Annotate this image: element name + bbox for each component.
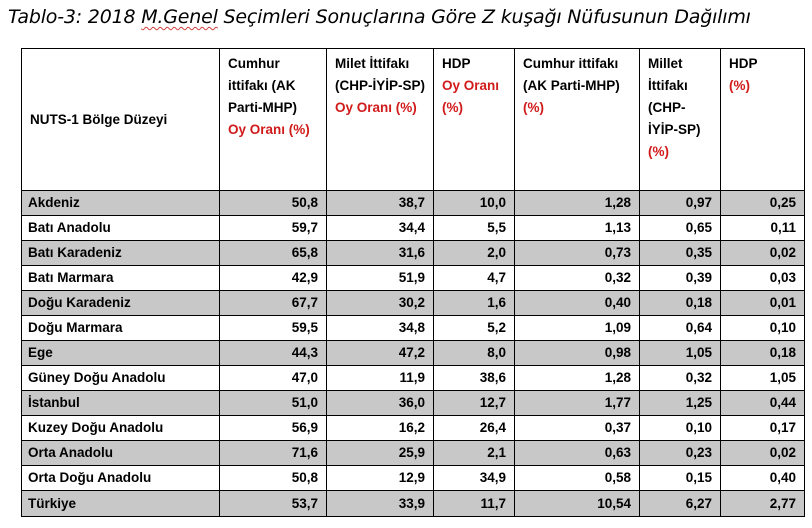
- header-hdp-share-unit: (%): [729, 78, 750, 93]
- region-cell: Akdeniz: [22, 191, 220, 216]
- value-cell: 0,18: [640, 291, 721, 316]
- value-cell: 38,6: [434, 366, 515, 391]
- value-cell: 50,8: [220, 191, 327, 216]
- value-cell: 34,4: [327, 216, 434, 241]
- value-cell: 2,0: [434, 241, 515, 266]
- value-cell: 34,9: [434, 466, 515, 491]
- value-cell: 1,25: [640, 391, 721, 416]
- value-cell: 44,3: [220, 341, 327, 366]
- header-cumhur-vote-label: Cumhur ittifakı (AK Parti-MHP): [228, 56, 298, 115]
- value-cell: 16,2: [327, 416, 434, 441]
- value-cell: 47,0: [220, 366, 327, 391]
- value-cell: 0,35: [640, 241, 721, 266]
- value-cell: 47,2: [327, 341, 434, 366]
- title-underlined-word: M.Genel: [141, 6, 218, 28]
- table-row: [22, 466, 805, 491]
- value-cell: 10,54: [515, 491, 640, 517]
- value-cell: 38,7: [327, 191, 434, 216]
- table-row: [22, 491, 805, 517]
- header-millet-share-label: Millet İttifakı (CHP-İYİP-SP): [648, 56, 701, 137]
- value-cell: 65,8: [220, 241, 327, 266]
- region-cell: Batı Marmara: [22, 266, 220, 291]
- value-cell: 1,6: [434, 291, 515, 316]
- value-cell: 0,63: [515, 441, 640, 466]
- value-cell: 0,97: [640, 191, 721, 216]
- value-cell: 6,27: [640, 491, 721, 517]
- value-cell: 1,05: [721, 366, 805, 391]
- value-cell: 1,09: [515, 316, 640, 341]
- value-cell: 0,32: [515, 266, 640, 291]
- header-cumhur-share-label: Cumhur ittifakı (AK Parti-MHP): [523, 56, 620, 93]
- value-cell: 34,8: [327, 316, 434, 341]
- value-cell: 42,9: [220, 266, 327, 291]
- region-cell: Batı Anadolu: [22, 216, 220, 241]
- value-cell: 1,05: [640, 341, 721, 366]
- region-cell: Batı Karadeniz: [22, 241, 220, 266]
- table-row: [22, 266, 805, 291]
- value-cell: 51,9: [327, 266, 434, 291]
- header-cumhur-share-unit: (%): [523, 100, 544, 115]
- value-cell: 30,2: [327, 291, 434, 316]
- value-cell: 59,7: [220, 216, 327, 241]
- value-cell: 0,44: [721, 391, 805, 416]
- header-hdp-share: [721, 49, 805, 191]
- value-cell: 4,7: [434, 266, 515, 291]
- value-cell: 0,40: [515, 291, 640, 316]
- value-cell: 0,01: [721, 291, 805, 316]
- title-prefix: Tablo-3: 2018: [8, 6, 142, 28]
- header-hdp-vote-unit: Oy Oranı: [442, 78, 500, 93]
- region-cell: İstanbul: [22, 391, 220, 416]
- value-cell: 0,39: [640, 266, 721, 291]
- value-cell: 10,0: [434, 191, 515, 216]
- value-cell: 2,1: [434, 441, 515, 466]
- region-cell: Ege: [22, 341, 220, 366]
- value-cell: 31,6: [327, 241, 434, 266]
- table-row: [22, 216, 805, 241]
- value-cell: 0,10: [721, 316, 805, 341]
- value-cell: 0,58: [515, 466, 640, 491]
- value-cell: 1,28: [515, 191, 640, 216]
- table-row: [22, 341, 805, 366]
- value-cell: 2,77: [721, 491, 805, 517]
- value-cell: 59,5: [220, 316, 327, 341]
- value-cell: 0,23: [640, 441, 721, 466]
- header-milet-vote-unit: Oy Oranı (%): [335, 100, 417, 115]
- value-cell: 0,11: [721, 216, 805, 241]
- header-region: NUTS-1 Bölge Düzeyi: [22, 49, 220, 191]
- header-hdp-vote: [434, 49, 515, 191]
- region-cell: Orta Doğu Anadolu: [22, 466, 220, 491]
- value-cell: 67,7: [220, 291, 327, 316]
- value-cell: 51,0: [220, 391, 327, 416]
- header-millet-share-unit: (%): [648, 144, 669, 159]
- election-results-table: [21, 48, 805, 517]
- header-cumhur-share: [515, 49, 640, 191]
- value-cell: 0,15: [640, 466, 721, 491]
- value-cell: 56,9: [220, 416, 327, 441]
- value-cell: 36,0: [327, 391, 434, 416]
- value-cell: 53,7: [220, 491, 327, 517]
- value-cell: 50,8: [220, 466, 327, 491]
- value-cell: 71,6: [220, 441, 327, 466]
- table-row: [22, 316, 805, 341]
- table-row: [22, 441, 805, 466]
- value-cell: 0,02: [721, 441, 805, 466]
- header-milet-vote: [327, 49, 434, 191]
- header-row: [22, 49, 805, 191]
- value-cell: 0,37: [515, 416, 640, 441]
- value-cell: 5,5: [434, 216, 515, 241]
- region-cell: Kuzey Doğu Anadolu: [22, 416, 220, 441]
- value-cell: 0,03: [721, 266, 805, 291]
- value-cell: 0,40: [721, 466, 805, 491]
- value-cell: 0,25: [721, 191, 805, 216]
- region-cell: Güney Doğu Anadolu: [22, 366, 220, 391]
- region-cell: Türkiye: [22, 491, 220, 517]
- value-cell: 12,7: [434, 391, 515, 416]
- value-cell: 0,98: [515, 341, 640, 366]
- value-cell: 0,32: [640, 366, 721, 391]
- value-cell: 1,28: [515, 366, 640, 391]
- header-cumhur-vote: [220, 49, 327, 191]
- table-row: [22, 416, 805, 441]
- value-cell: 11,7: [434, 491, 515, 517]
- region-cell: Orta Anadolu: [22, 441, 220, 466]
- table-row: [22, 291, 805, 316]
- value-cell: 26,4: [434, 416, 515, 441]
- header-hdp-vote-label: HDP: [442, 56, 471, 71]
- value-cell: 0,73: [515, 241, 640, 266]
- value-cell: 25,9: [327, 441, 434, 466]
- value-cell: 12,9: [327, 466, 434, 491]
- value-cell: 0,10: [640, 416, 721, 441]
- value-cell: 0,18: [721, 341, 805, 366]
- value-cell: 0,02: [721, 241, 805, 266]
- header-hdp-vote-pct: (%): [442, 100, 463, 115]
- region-cell: Doğu Marmara: [22, 316, 220, 341]
- value-cell: 8,0: [434, 341, 515, 366]
- table-row: [22, 241, 805, 266]
- value-cell: 33,9: [327, 491, 434, 517]
- value-cell: 0,17: [721, 416, 805, 441]
- header-milet-vote-label: Milet İttifakı (CHP-İYİP-SP): [335, 56, 426, 93]
- value-cell: 1,13: [515, 216, 640, 241]
- value-cell: 11,9: [327, 366, 434, 391]
- table-row: [22, 391, 805, 416]
- header-millet-share: [640, 49, 721, 191]
- table-row: [22, 366, 805, 391]
- value-cell: 5,2: [434, 316, 515, 341]
- title-suffix: Seçimleri Sonuçlarına Göre Z kuşağı Nüfusunun Dağılımı: [217, 6, 751, 28]
- header-cumhur-vote-unit: Oy Oranı (%): [228, 122, 310, 137]
- header-hdp-share-label: HDP: [729, 56, 758, 71]
- value-cell: 0,64: [640, 316, 721, 341]
- table-title: [8, 2, 808, 32]
- table-row: [22, 191, 805, 216]
- value-cell: 0,65: [640, 216, 721, 241]
- region-cell: Doğu Karadeniz: [22, 291, 220, 316]
- value-cell: 1,77: [515, 391, 640, 416]
